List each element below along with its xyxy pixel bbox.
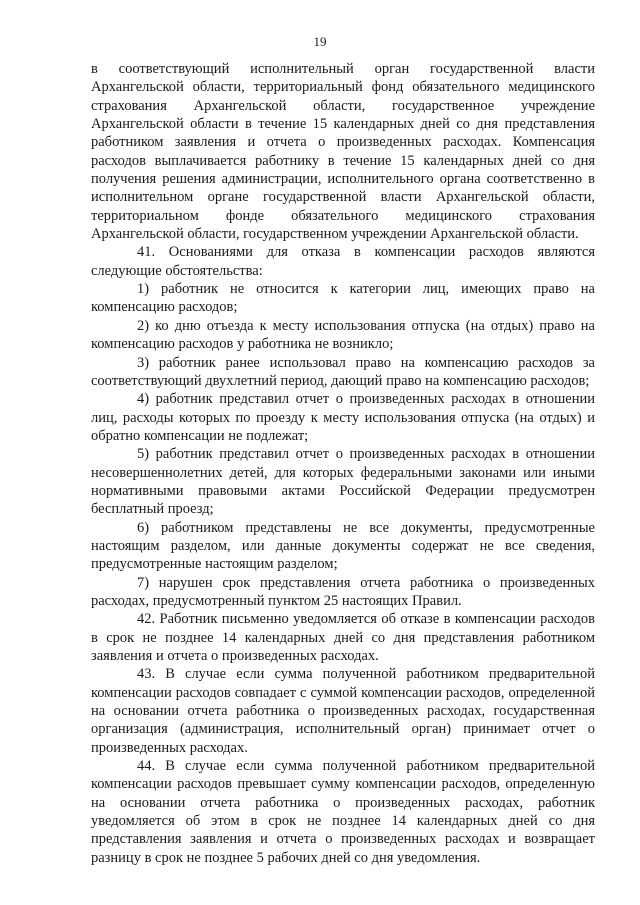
list-item-41-7: 7) нарушен срок представления отчета работника о произведенных расходах, предусмотренный пунктом 25 настоящих Правил. [91,574,595,609]
list-item-41-4: 4) работник представил отчет о произведенных расходах в отношении лиц, расходы которых по проезду к месту использования отпуска (на отдых) и обратно компенсации не подлежат; [91,391,595,444]
paragraph-43: 43. В случае если сумма полученной работником предварительной компенсации расходов совпадает с суммой компенсации расходов, определенной на основании отчета работника о произведенных расходах, государственная организация (администрация, исполнительный орган) принимает отчет о произведенных расходах. [91,666,595,756]
list-item-41-5: 5) работник представил отчет о произведенных расходах в отношении несовершеннолетних детей, для которых федеральными законами или иными нормативными правовыми актами Российской Федерации предусмотрен бесплатный проезд; [91,446,595,518]
paragraph-44: 44. В случае если сумма полученной работником предварительной компенсации расходов превышает сумму компенсации расходов, определенную на основании отчета работника о произведенных расходах, работник уведомляется об этом в срок не позднее 14 календарных дней со дня представления заявления и отчета о произведенных расходах и возвращает разницу в срок не позднее 5 рабочих дней со дня уведомления. [91,758,595,866]
list-item-41-1: 1) работник не относится к категории лиц, имеющих право на компенсацию расходов; [91,281,595,316]
paragraph-continuation: в соответствующий исполнительный орган государственной власти Архангельской области, территориальный фонд обязательного медицинского страхования Архангельской области, государственное учреждение Архангельской области в течение 15 календарных дней со дня представления работником заявления и отчета о произведенных расходах. Компенсация расходов выплачивается работнику в течение 15 календарных дней со дня получения решения администрации, исполнительного органа соответственно в исполнительном органе государственной власти Архангельской области, территориальном фонде обязательного медицинского страхования Архангельской области, государственном учреждении Архангельской области. [91,61,595,243]
page-number: 19 [313,34,327,49]
document-body [91,60,595,867]
paragraph-41: 41. Основаниями для отказа в компенсации расходов являются следующие обстоятельства: [91,244,595,279]
paragraph-42: 42. Работник письменно уведомляется об отказе в компенсации расходов в срок не позднее 14 календарных дней со дня представления работником заявления и отчета о произведенных расходах. [91,611,595,664]
list-item-41-3: 3) работник ранее использовал право на компенсацию расходов за соответствующий двухлетний период, дающий право на компенсацию расходов; [91,354,595,389]
list-item-41-2: 2) ко дню отъезда к месту использования отпуска (на отдых) право на компенсацию расходов у работника не возникло; [91,317,595,353]
list-item-41-6: 6) работником представлены не все документы, предусмотренные настоящим разделом, или данные документы содержат не все сведения, предусмотренные настоящим разделом; [91,519,595,573]
